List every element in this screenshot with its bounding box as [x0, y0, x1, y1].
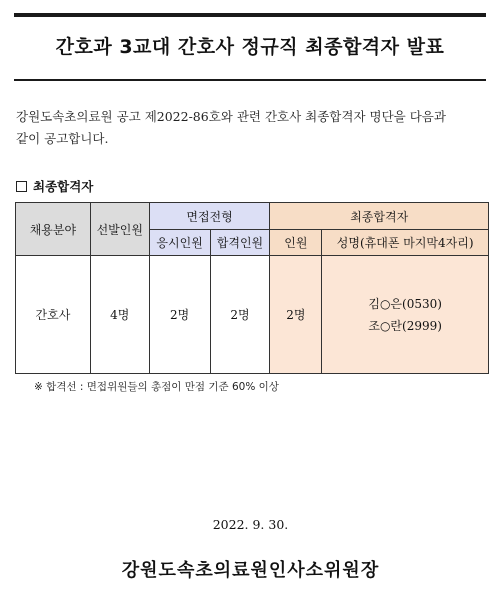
title-top-rule: [14, 13, 486, 17]
section-heading-label: 최종합격자: [33, 179, 94, 194]
header-applicants: 응시인원: [149, 230, 210, 256]
results-table: [15, 202, 489, 374]
cell-final-count: 2명: [270, 256, 322, 374]
header-final: 최종합격자: [270, 203, 489, 230]
header-final-names: 성명(휴대폰 마지막4자리): [322, 230, 489, 256]
finalist-name-1: 김○은(0530): [368, 296, 442, 311]
issuer-signature: 강원도속초의료원인사소위원장: [121, 560, 380, 581]
header-selection: 선발인원: [90, 203, 149, 256]
header-interview: 면접전형: [149, 203, 270, 230]
cell-applicants: 2명: [149, 256, 210, 374]
announcement-date: 2022. 9. 30.: [212, 517, 289, 532]
cell-final-names: [322, 256, 489, 374]
checkbox-bullet-icon: [16, 181, 27, 192]
header-row-1: [16, 203, 489, 230]
intro-line-2: 같이 공고합니다.: [16, 131, 109, 146]
table-row: [16, 256, 489, 374]
cell-passers: 2명: [210, 256, 270, 374]
header-passers: 합격인원: [210, 230, 270, 256]
title-bottom-rule: [14, 79, 486, 81]
intro-paragraph: [16, 106, 488, 150]
finalist-name-2: 조○란(2999): [368, 318, 442, 333]
pass-criteria-note: ※ 합격선 : 면접위원들의 총점이 만점 기준 60% 이상: [34, 381, 279, 393]
cell-selection: 4명: [90, 256, 149, 374]
cell-field: 간호사: [16, 256, 91, 374]
section-heading: [16, 177, 93, 195]
intro-line-1: 강원도속초의료원 공고 제2022-86호와 관련 간호사 최종합격자 명단을 다음과: [16, 109, 446, 124]
header-final-count: 인원: [270, 230, 322, 256]
header-field: 채용분야: [16, 203, 91, 256]
page-title: 간호과 3교대 간호사 정규직 최종합격자 발표: [55, 36, 445, 58]
